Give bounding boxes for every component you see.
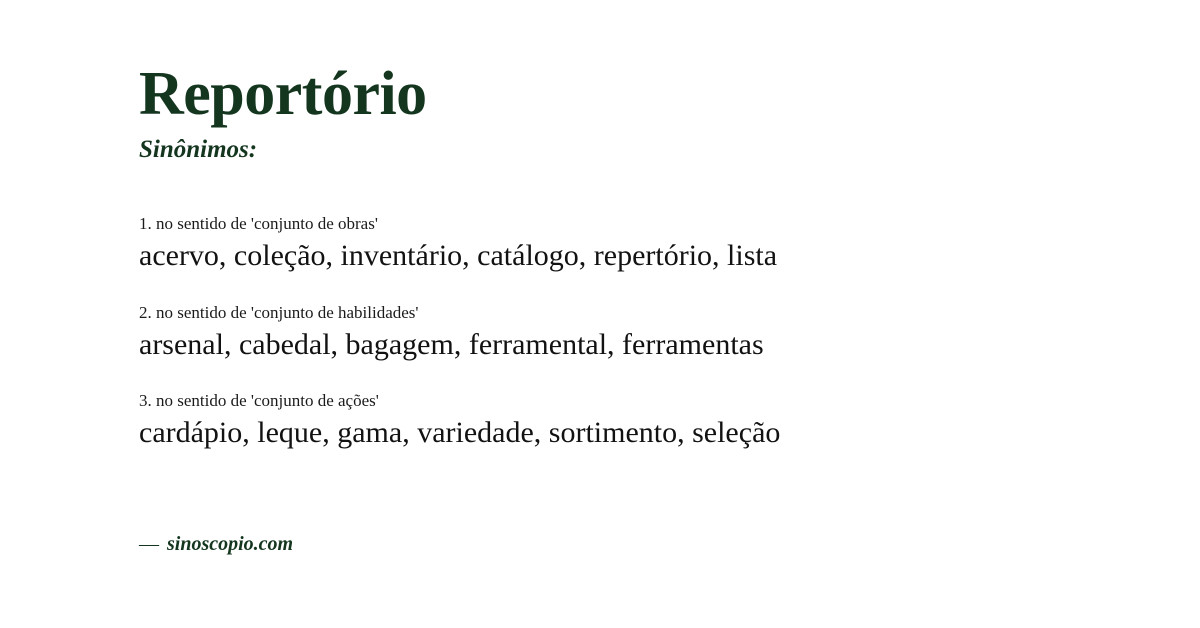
sense-label: 1. no sentido de 'conjunto de obras'	[139, 214, 378, 234]
sense-label: 2. no sentido de 'conjunto de habilidades'	[139, 302, 419, 322]
source-name: sinoscopio.com	[167, 533, 294, 555]
sense-entry	[139, 213, 1200, 275]
sense-synonyms: acervo, coleção, inventário, catálogo, repertório, lista	[139, 239, 778, 273]
subtitle-synonyms: Sinônimos:	[139, 136, 258, 164]
sense-list	[139, 213, 1200, 452]
sense-synonyms: arsenal, cabedal, bagagem, ferramental, ferramentas	[139, 327, 764, 361]
source-attribution	[139, 533, 293, 556]
sense-entry	[139, 302, 1200, 364]
page-title: Reportório	[139, 60, 427, 128]
sense-label: 3. no sentido de 'conjunto de ações'	[139, 391, 379, 411]
sense-entry	[139, 390, 1200, 452]
em-dash: —	[139, 533, 159, 555]
sense-synonyms: cardápio, leque, gama, variedade, sortimento, seleção	[139, 416, 781, 450]
